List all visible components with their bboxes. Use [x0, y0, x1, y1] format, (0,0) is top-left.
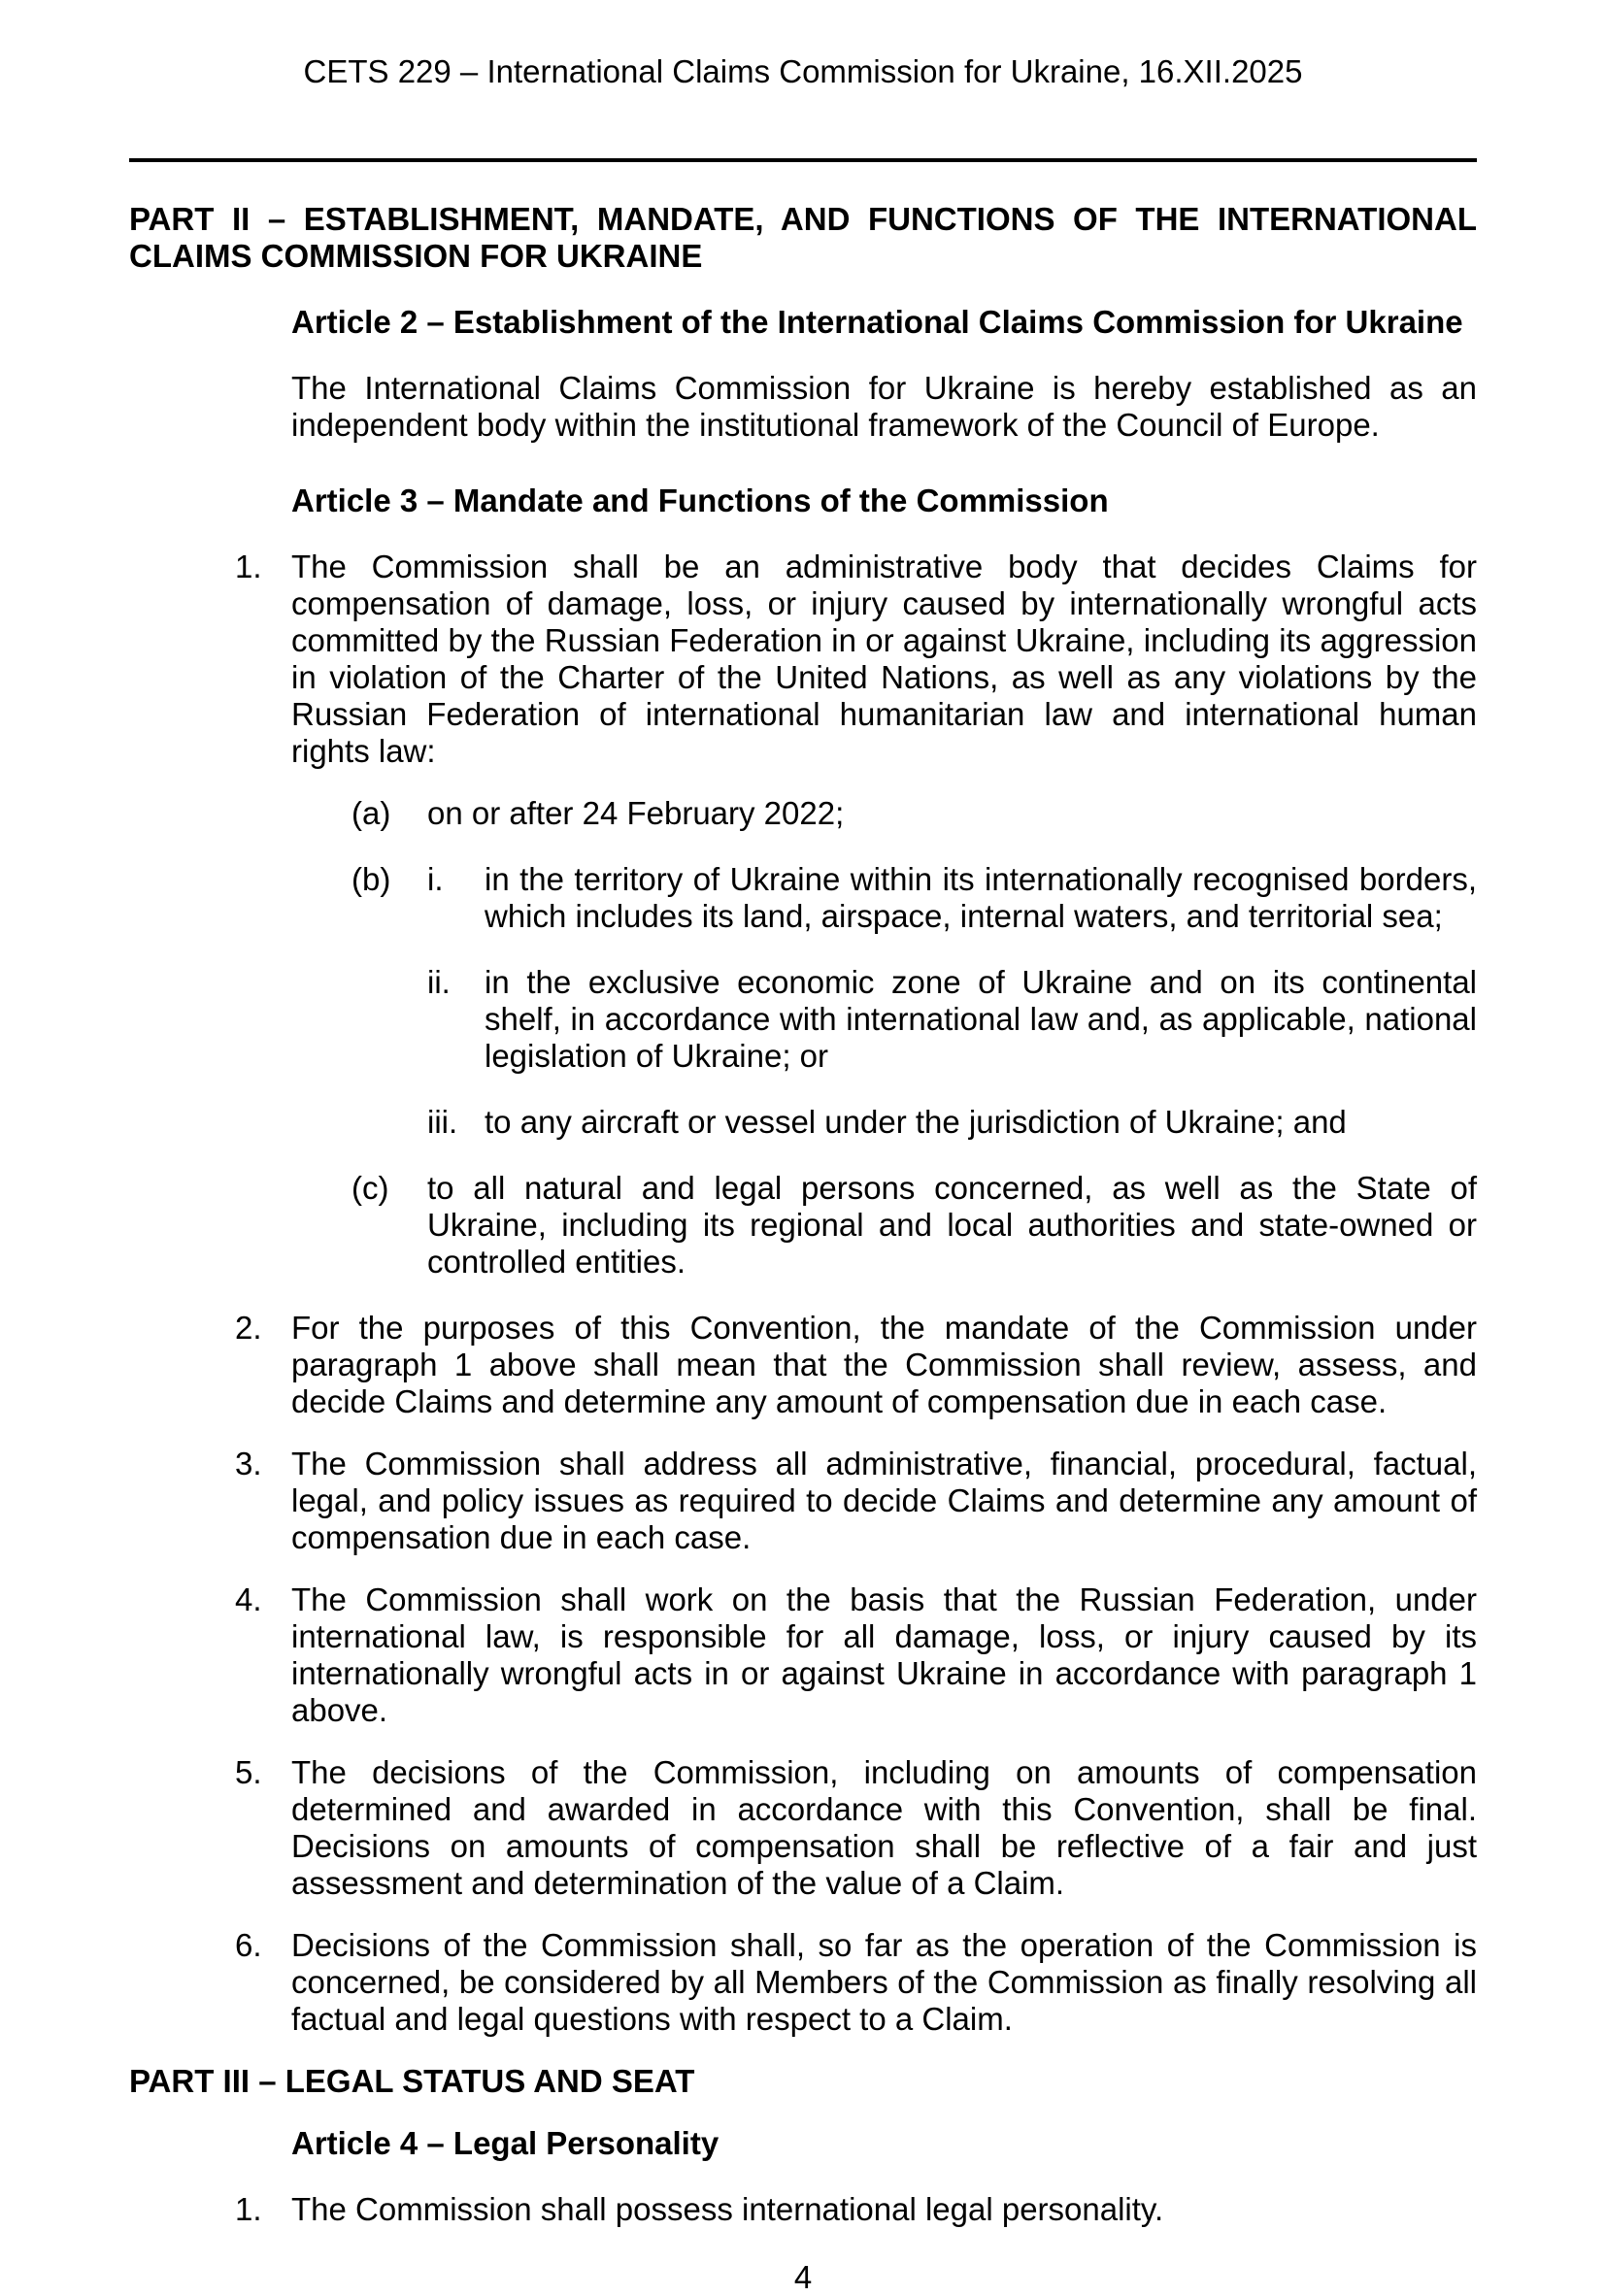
list-item-label: (c) [351, 1170, 389, 1206]
roman-item-label: ii. [427, 964, 451, 1000]
running-header: CETS 229 – International Claims Commission for Ukraine, 16.XII.2025 [303, 53, 1303, 89]
list-item-label-spacer [351, 1104, 427, 1141]
list-item-b-ii [351, 964, 1477, 1075]
article4-paragraph-1 [235, 2191, 1477, 2228]
list-item-c [351, 1170, 1477, 1281]
list-item-b-i [351, 861, 1477, 935]
paragraph-text: The Commission shall address all administrative, financial, procedural, factual, legal, and policy issues as required to decide Claims and determine any amount of compensation due in each case. [291, 1446, 1477, 1555]
page-number: 4 [793, 2259, 813, 2295]
article2-body-paragraph: The International Claims Commission for Ukraine is hereby established as an independent body within the institutional framework of the Council of Europe. [291, 370, 1477, 443]
list-item-text: to all natural and legal persons concerned, as well as the State of Ukraine, including its regional and local authorities and state-owned or controlled entities. [427, 1170, 1477, 1280]
part2-heading: PART II – ESTABLISHMENT, MANDATE, AND FUNCTIONS OF THE INTERNATIONAL CLAIMS COMMISSION FOR UKRAINE [129, 201, 1477, 274]
paragraph-text: The Commission shall be an administrative body that decides Claims for compensation of damage, loss, or injury caused by internationally wrongful acts committed by the Russian Federation in or against Ukraine, including its aggression in violation of the Charter of the United Nations, as well as any violations by the Russian Federation of international humanitarian law and international human rights law: [291, 549, 1477, 769]
roman-item-label: i. [427, 861, 444, 897]
roman-item-text: to any aircraft or vessel under the jurisdiction of Ukraine; and [485, 1104, 1347, 1140]
part3-heading: PART III – LEGAL STATUS AND SEAT [129, 2063, 695, 2099]
paragraph-number: 4. [235, 1581, 262, 1617]
paragraph-number: 1. [235, 549, 262, 584]
article3-paragraph-5 [235, 1754, 1477, 1902]
roman-item-label: iii. [427, 1104, 458, 1140]
list-item-a [351, 795, 1477, 832]
roman-item-text: in the territory of Ukraine within its internationally recognised borders, which includes its land, airspace, internal waters, and territorial sea; [485, 861, 1477, 934]
article4-heading: Article 4 – Legal Personality [291, 2125, 719, 2161]
paragraph-number: 5. [235, 1754, 262, 1790]
paragraph-text: The Commission shall possess international legal personality. [291, 2191, 1164, 2227]
paragraph-text: The Commission shall work on the basis that the Russian Federation, under international law, is responsible for all damage, loss, or injury caused by its internationally wrongful acts in or against Ukraine in accordance with paragraph 1 above. [291, 1581, 1477, 1728]
list-item-label: (b) [351, 861, 391, 897]
paragraph-text: For the purposes of this Convention, the mandate of the Commission under paragraph 1 above shall mean that the Commission shall review, assess, and decide Claims and determine any amount of compensation due in each case. [291, 1310, 1477, 1419]
list-item-text: on or after 24 February 2022; [427, 795, 845, 831]
paragraph-number: 6. [235, 1927, 262, 1963]
article3-paragraph-2 [235, 1310, 1477, 1420]
header-divider-line [129, 158, 1477, 162]
paragraph-number: 3. [235, 1446, 262, 1481]
article3-paragraph-1 [235, 549, 1477, 770]
paragraph-number: 1. [235, 2191, 262, 2227]
paragraph-number: 2. [235, 1310, 262, 1346]
article3-paragraph-3 [235, 1446, 1477, 1556]
article3-heading: Article 3 – Mandate and Functions of the Commission [291, 482, 1109, 518]
paragraph-text: The decisions of the Commission, including on amounts of compensation determined and awarded in accordance with this Convention, shall be final. Decisions on amounts of compensation shall be reflective of a fair and just assessment and determination of the value of a Claim. [291, 1754, 1477, 1901]
article3-paragraph-6 [235, 1927, 1477, 2038]
list-item-label: (a) [351, 795, 391, 831]
roman-item-text: in the exclusive economic zone of Ukraine and on its continental shelf, in accordance with international law and, as applicable, national legislation of Ukraine; or [485, 964, 1477, 1074]
list-item-label-spacer [351, 964, 427, 1075]
list-item-b-iii [351, 1104, 1477, 1141]
article2-heading: Article 2 – Establishment of the International Claims Commission for Ukraine [291, 304, 1463, 340]
paragraph-text: Decisions of the Commission shall, so far as the operation of the Commission is concerned, be considered by all Members of the Commission as finally resolving all factual and legal questions with respect to a Claim. [291, 1927, 1477, 2037]
article3-paragraph-4 [235, 1581, 1477, 1729]
